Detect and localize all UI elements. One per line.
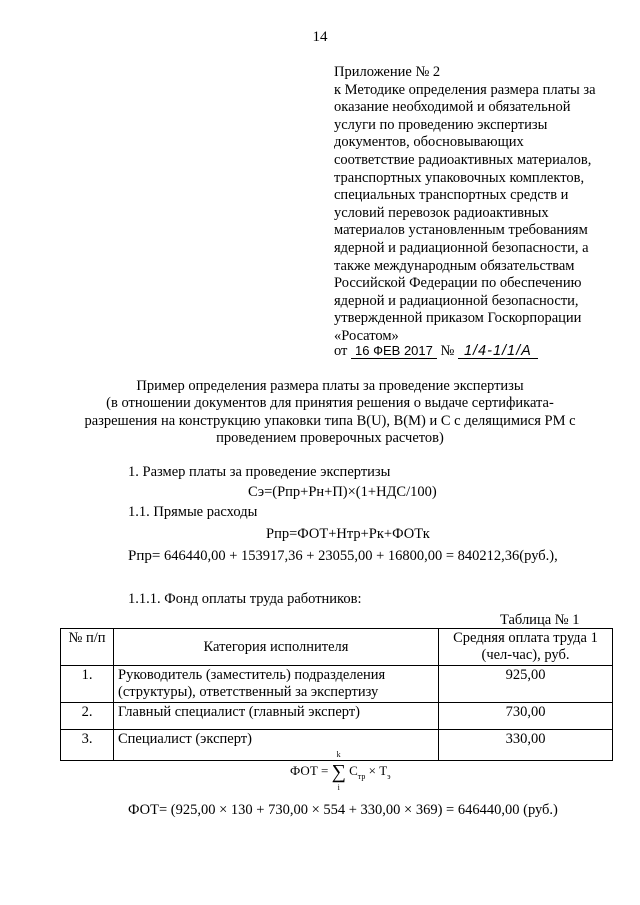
appendix-block: [334, 64, 634, 346]
header-category: Категория исполнителя: [114, 629, 439, 666]
sum-t: Т: [379, 763, 388, 779]
sigma-lower: i: [337, 782, 340, 792]
direct-costs-calculation: [128, 547, 558, 566]
appendix-line: специальных транспортных средств и: [334, 187, 569, 204]
cell-rate: 730,00: [439, 703, 613, 730]
header-rate: Средняя оплата труда 1 (чел-час), руб.: [439, 629, 613, 666]
cell-num: 1.: [61, 666, 114, 703]
table-header-row: [61, 629, 613, 666]
table-caption: Таблица № 1: [500, 612, 580, 628]
appendix-line: документов, обосновывающих: [334, 134, 524, 151]
sum-times: ×: [368, 763, 376, 779]
title-line: разрешения на конструкцию упаковки типа B(U), B(M) и С с делящимися РМ с: [84, 412, 576, 429]
appendix-line: ядерной и радиационной безопасности, а: [334, 239, 589, 256]
table-row: [61, 666, 613, 703]
order-date: 16 ФЕВ 2017: [351, 344, 437, 359]
cell-num: 3.: [61, 730, 114, 761]
date-prefix: от: [334, 343, 348, 359]
section-1-heading: 1. Размер платы за проведение экспертизы: [128, 464, 391, 480]
appendix-line: оказание необходимой и обязательной: [334, 99, 571, 116]
appendix-line: Российской Федерации по обеспечению: [334, 275, 582, 292]
cell-category: Главный специалист (главный эксперт): [114, 703, 439, 730]
appendix-line: «Росатом»: [334, 327, 399, 344]
sum-lhs: ФОТ =: [290, 763, 329, 779]
appendix-line: материалов установленным требованиям: [334, 222, 588, 239]
appendix-line: услуги по проведению экспертизы: [334, 116, 548, 133]
section-1-1-1-heading: 1.1.1. Фонд оплаты труда работников:: [128, 591, 362, 607]
cell-num: 2.: [61, 703, 114, 730]
sigma-upper: k: [336, 750, 341, 759]
sum-t-sub: э: [387, 771, 391, 781]
appendix-line: к Методике определения размера платы за: [334, 81, 596, 98]
sum-c: С: [349, 763, 358, 779]
cell-rate: 330,00: [439, 730, 613, 761]
direct-costs-formula: Рпр=ФОТ+Нтр+Рк+ФОТк: [266, 526, 430, 542]
cell-category: Руководитель (заместитель) подразделения (структуры), ответственный за экспертизу: [114, 666, 439, 703]
document-title: [60, 378, 600, 448]
appendix-line: транспортных упаковочных комплектов,: [334, 169, 585, 186]
sum-c-sub: тр: [357, 771, 366, 781]
payroll-sum-formula: [290, 750, 391, 792]
title-line: Пример определения размера платы за проведение экспертизы: [136, 378, 524, 394]
order-date-line: [334, 343, 538, 361]
sigma-symbol: [331, 750, 346, 792]
appendix-line: утвержденной приказом Госкорпорации: [334, 310, 582, 327]
cell-category: Специалист (эксперт): [114, 730, 439, 761]
appendix-line: ядерной и радиационной безопасности,: [334, 292, 579, 309]
number-prefix: №: [440, 343, 455, 359]
fee-formula: Сэ=(Рпр+Рн+П)×(1+НДС/100): [248, 484, 437, 500]
table-row: [61, 703, 613, 730]
appendix-line: соответствие радиоактивных материалов,: [334, 151, 592, 168]
sigma-glyph: ∑: [331, 761, 346, 783]
calc-prefix: Рпр=: [128, 548, 161, 564]
title-line: (в отношении документов для принятия решения о выдаче сертификата-: [106, 395, 554, 412]
calc-body: 646440,00 + 153917,36 + 23055,00 + 16800,00 = 840212,36(руб.),: [160, 548, 558, 564]
appendix-line: также международным обязательствам: [334, 257, 575, 274]
title-line: проведением проверочных расчетов): [216, 430, 444, 447]
appendix-line: Приложение № 2: [334, 64, 441, 80]
page-number: 14: [312, 29, 328, 45]
cell-rate: 925,00: [439, 666, 613, 703]
appendix-line: условий перевозок радиоактивных: [334, 204, 549, 221]
section-1-1-heading: 1.1. Прямые расходы: [128, 504, 258, 520]
payroll-calculation: ФОТ= (925,00 × 130 + 730,00 × 554 + 330,00 × 369) = 646440,00 (руб.): [128, 802, 558, 818]
header-num: № п/п: [61, 629, 114, 666]
wage-rates-table: [60, 628, 613, 761]
order-number: 1/4-1/1/А: [458, 344, 538, 359]
